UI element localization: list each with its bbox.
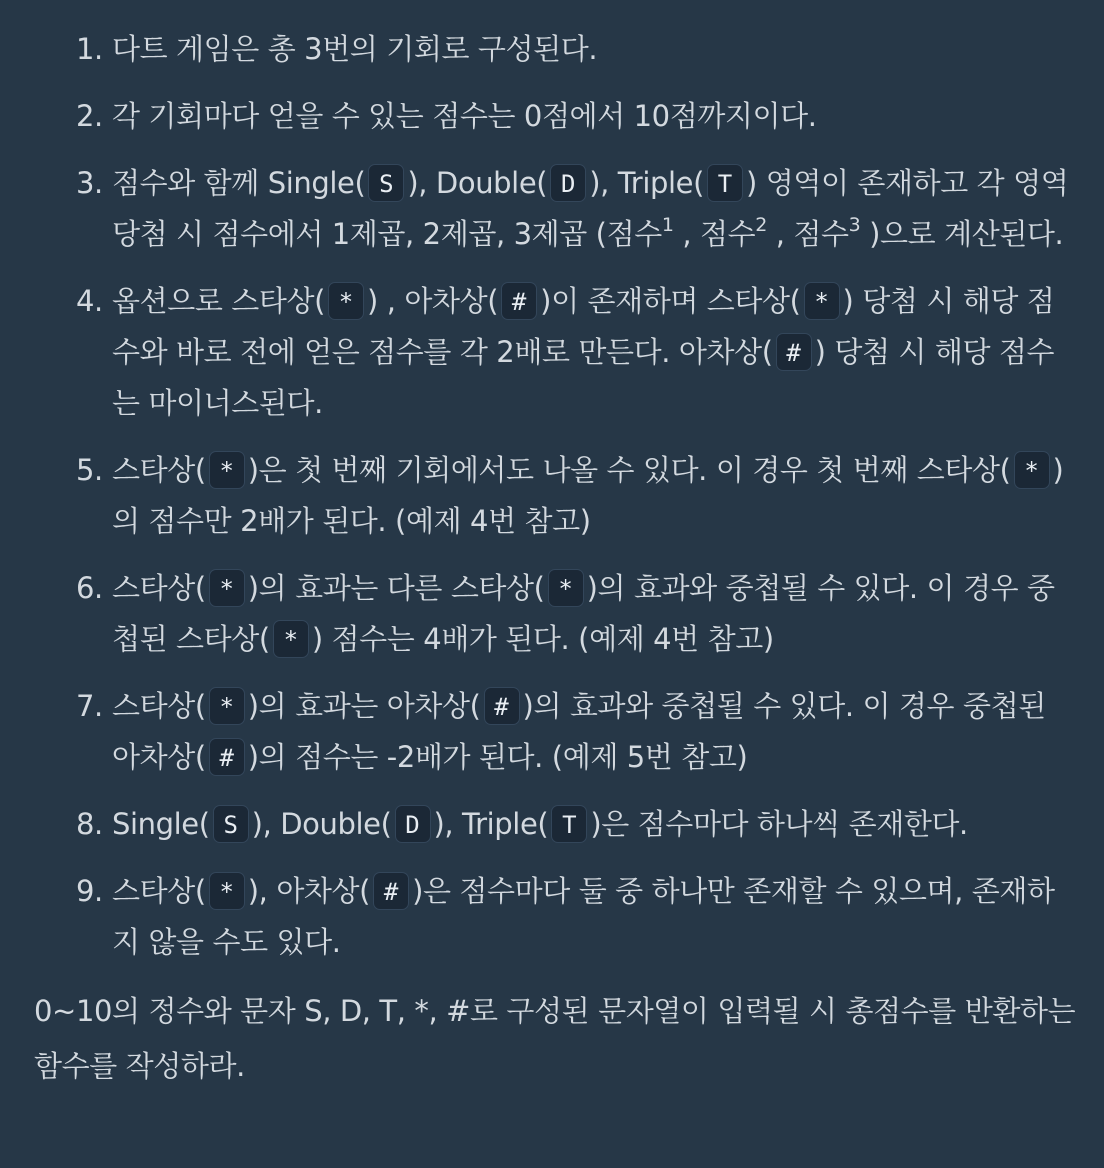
rule-item-4 bbox=[34, 276, 1080, 429]
rule-text: ) 당첨 시 해당 점수와 바로 전에 얻은 점수를 각 2배로 만든다. 아차상( bbox=[112, 284, 1055, 369]
rules-list bbox=[34, 24, 1080, 968]
rule-number: 3. bbox=[76, 166, 103, 200]
rule-item-7 bbox=[34, 681, 1080, 783]
rule-text: , 점수 bbox=[766, 217, 849, 251]
rule-text: )으로 계산된다. bbox=[860, 217, 1064, 251]
code-star: * bbox=[209, 872, 245, 910]
rule-text: 스타상( bbox=[112, 453, 206, 487]
code-double: D bbox=[395, 805, 431, 843]
rule-item-9 bbox=[34, 866, 1080, 968]
rule-text: ), Triple( bbox=[589, 166, 705, 200]
rule-text: )의 효과와 중첩될 수 있다. 이 경우 중첩된 아차상( bbox=[112, 689, 1046, 774]
rule-item-5 bbox=[34, 445, 1080, 547]
rule-text: 점수와 함께 Single( bbox=[112, 166, 366, 200]
rule-number: 2. bbox=[76, 99, 103, 133]
rule-text: , 점수 bbox=[673, 217, 756, 251]
rule-text: 각 기회마다 얻을 수 있는 점수는 0점에서 10점까지이다. bbox=[112, 99, 817, 133]
code-star: * bbox=[273, 620, 309, 658]
code-hash: # bbox=[373, 872, 409, 910]
rule-text: 스타상( bbox=[112, 689, 206, 723]
exponent-3: 3 bbox=[848, 214, 861, 237]
rule-text: )이 존재하며 스타상( bbox=[540, 284, 801, 318]
rule-text: )의 점수만 2배가 된다. (예제 4번 참고) bbox=[112, 453, 1064, 538]
rule-text: ) , 아차상( bbox=[367, 284, 499, 318]
code-star: * bbox=[209, 687, 245, 725]
rule-text: ), Double( bbox=[407, 166, 548, 200]
rule-text: 옵션으로 스타상( bbox=[112, 284, 326, 318]
code-single: S bbox=[368, 164, 404, 202]
rule-text: ), Triple( bbox=[433, 807, 549, 841]
rule-text: 스타상( bbox=[112, 571, 206, 605]
code-star: * bbox=[209, 569, 245, 607]
code-star: * bbox=[1014, 451, 1050, 489]
rule-text: )의 점수는 -2배가 된다. (예제 5번 참고) bbox=[247, 740, 748, 774]
code-star: * bbox=[548, 569, 584, 607]
rule-text: ) 당첨 시 해당 점수는 마이너스된다. bbox=[112, 335, 1055, 420]
rule-number: 8. bbox=[76, 807, 103, 841]
rule-number: 9. bbox=[76, 874, 103, 908]
code-hash: # bbox=[209, 738, 245, 776]
exponent-1: 1 bbox=[661, 214, 674, 237]
rule-number: 6. bbox=[76, 571, 103, 605]
code-star: * bbox=[209, 451, 245, 489]
code-triple: T bbox=[707, 164, 743, 202]
rule-item-3 bbox=[34, 158, 1080, 260]
rule-text: 다트 게임은 총 3번의 기회로 구성된다. bbox=[112, 32, 598, 66]
code-single: S bbox=[213, 805, 249, 843]
code-star: * bbox=[328, 282, 364, 320]
rule-item-2 bbox=[34, 91, 1080, 142]
rule-number: 1. bbox=[76, 32, 103, 66]
rule-text: )은 첫 번째 기회에서도 나올 수 있다. 이 경우 첫 번째 스타상( bbox=[247, 453, 1011, 487]
code-star: * bbox=[804, 282, 840, 320]
rule-item-1 bbox=[34, 24, 1080, 75]
code-hash: # bbox=[776, 333, 812, 371]
rule-item-6 bbox=[34, 563, 1080, 665]
exponent-2: 2 bbox=[755, 214, 767, 237]
rule-text: ) 점수는 4배가 된다. (예제 4번 참고) bbox=[311, 622, 774, 656]
rule-text: 스타상( bbox=[112, 874, 206, 908]
code-triple: T bbox=[551, 805, 587, 843]
rule-text: ), Double( bbox=[251, 807, 392, 841]
rule-number: 7. bbox=[76, 689, 103, 723]
rule-text: )의 효과는 다른 스타상( bbox=[247, 571, 545, 605]
rule-text: Single( bbox=[112, 807, 210, 841]
rule-number: 5. bbox=[76, 453, 103, 487]
rule-number: 4. bbox=[76, 284, 103, 318]
rule-text: ) 영역이 존재하고 각 영역 당첨 시 점수에서 1제곱, 2제곱, 3제곱 (점수 bbox=[112, 166, 1069, 251]
code-hash: # bbox=[484, 687, 520, 725]
rule-item-8 bbox=[34, 799, 1080, 850]
rule-text: ), 아차상( bbox=[247, 874, 371, 908]
rule-text: )은 점수마다 하나씩 존재한다. bbox=[590, 807, 968, 841]
task-summary: 0~10의 정수와 문자 S, D, T, *, #로 구성된 문자열이 입력될 시 총점수를 반환하는 함수를 작성하라. bbox=[34, 994, 1076, 1083]
code-double: D bbox=[550, 164, 586, 202]
code-hash: # bbox=[501, 282, 537, 320]
rule-text: )의 효과와 중첩될 수 있다. 이 경우 중첩된 스타상( bbox=[112, 571, 1055, 656]
rule-text: )은 점수마다 둘 중 하나만 존재할 수 있으며, 존재하지 않을 수도 있다. bbox=[112, 874, 1055, 959]
rule-text: )의 효과는 아차상( bbox=[247, 689, 481, 723]
